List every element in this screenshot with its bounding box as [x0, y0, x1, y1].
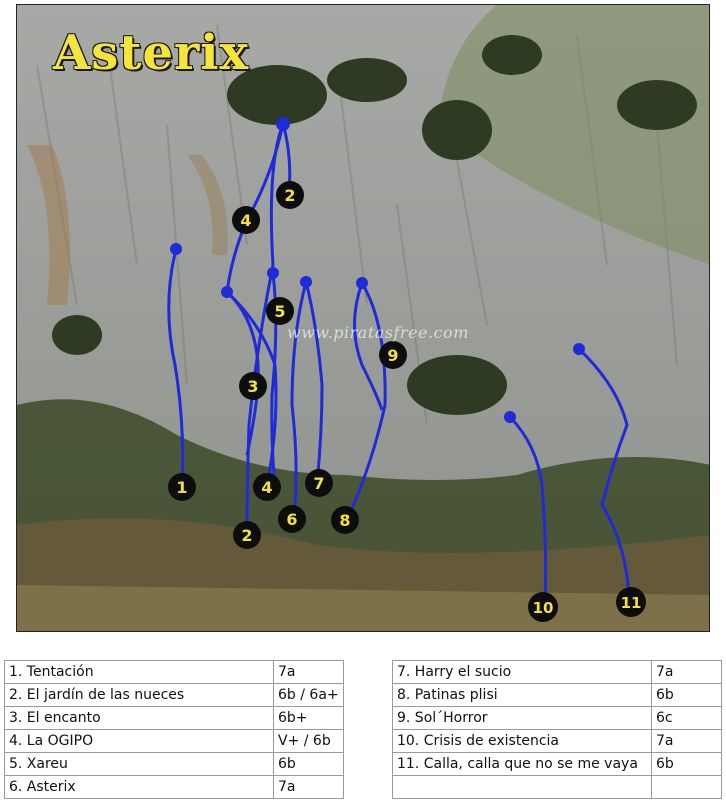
route-row — [5, 684, 344, 707]
route-name: 8. Patinas plisi — [393, 684, 652, 707]
svg-text:6: 6 — [286, 510, 298, 529]
route-row — [393, 661, 722, 684]
route-grade: 6c — [652, 707, 722, 730]
route-name: 11. Calla, calla que no se me vaya — [393, 753, 652, 776]
route-row — [393, 707, 722, 730]
svg-text:1: 1 — [176, 478, 188, 497]
route-name: 2. El jardín de las nueces — [5, 684, 274, 707]
svg-text:9: 9 — [387, 346, 399, 365]
route-marker-8 — [331, 506, 359, 534]
route-name: 3. El encanto — [5, 707, 274, 730]
crag-photo — [16, 4, 710, 632]
route-grade: 7a — [652, 661, 722, 684]
route-grade — [652, 776, 722, 799]
svg-text:4: 4 — [261, 478, 273, 497]
route-grade: 6b — [274, 753, 344, 776]
route-name: 4. La OGIPO — [5, 730, 274, 753]
route-row — [5, 707, 344, 730]
route-grade: 7a — [652, 730, 722, 753]
route-row — [393, 753, 722, 776]
route-marker-1 — [168, 473, 196, 501]
svg-text:11: 11 — [620, 594, 642, 612]
route-marker-3 — [239, 372, 267, 400]
route-grade: 6b — [652, 684, 722, 707]
svg-text:4: 4 — [240, 211, 252, 230]
route-row — [5, 753, 344, 776]
route-row — [5, 730, 344, 753]
route-marker-7 — [305, 469, 333, 497]
watermark: www.piratasfree.com — [287, 323, 469, 342]
crag-topo — [17, 5, 710, 632]
route-marker-4 — [253, 473, 281, 501]
route-marker-2-top — [276, 181, 304, 209]
route-marker-9 — [379, 341, 407, 369]
svg-text:2: 2 — [284, 186, 296, 205]
route-name — [393, 776, 652, 799]
svg-text:7: 7 — [313, 474, 325, 493]
route-row — [5, 661, 344, 684]
routes-table-right — [392, 660, 722, 799]
crag-title: Asterix — [53, 25, 250, 81]
svg-text:5: 5 — [274, 302, 286, 321]
route-grade: 7a — [274, 661, 344, 684]
route-name: 7. Harry el sucio — [393, 661, 652, 684]
route-grade: 6b+ — [274, 707, 344, 730]
route-name: 1. Tentación — [5, 661, 274, 684]
route-name: 5. Xareu — [5, 753, 274, 776]
svg-text:3: 3 — [247, 377, 259, 396]
route-marker-2 — [233, 521, 261, 549]
route-name: 6. Asterix — [5, 776, 274, 799]
route-grade: V+ / 6b — [274, 730, 344, 753]
svg-text:8: 8 — [339, 511, 351, 530]
route-grade: 6b / 6a+ — [274, 684, 344, 707]
route-row — [5, 776, 344, 799]
route-row — [393, 776, 722, 799]
route-marker-4-top — [232, 206, 260, 234]
route-marker-11 — [616, 587, 646, 617]
route-marker-6 — [278, 505, 306, 533]
route-grade: 6b — [652, 753, 722, 776]
routes-table-left — [4, 660, 344, 799]
route-name: 10. Crisis de existencia — [393, 730, 652, 753]
svg-text:10: 10 — [532, 599, 554, 617]
route-marker-10 — [528, 592, 558, 622]
route-marker-5 — [266, 297, 294, 325]
route-name: 9. Sol´Horror — [393, 707, 652, 730]
route-row — [393, 730, 722, 753]
route-grade: 7a — [274, 776, 344, 799]
svg-text:2: 2 — [241, 526, 253, 545]
route-row — [393, 684, 722, 707]
